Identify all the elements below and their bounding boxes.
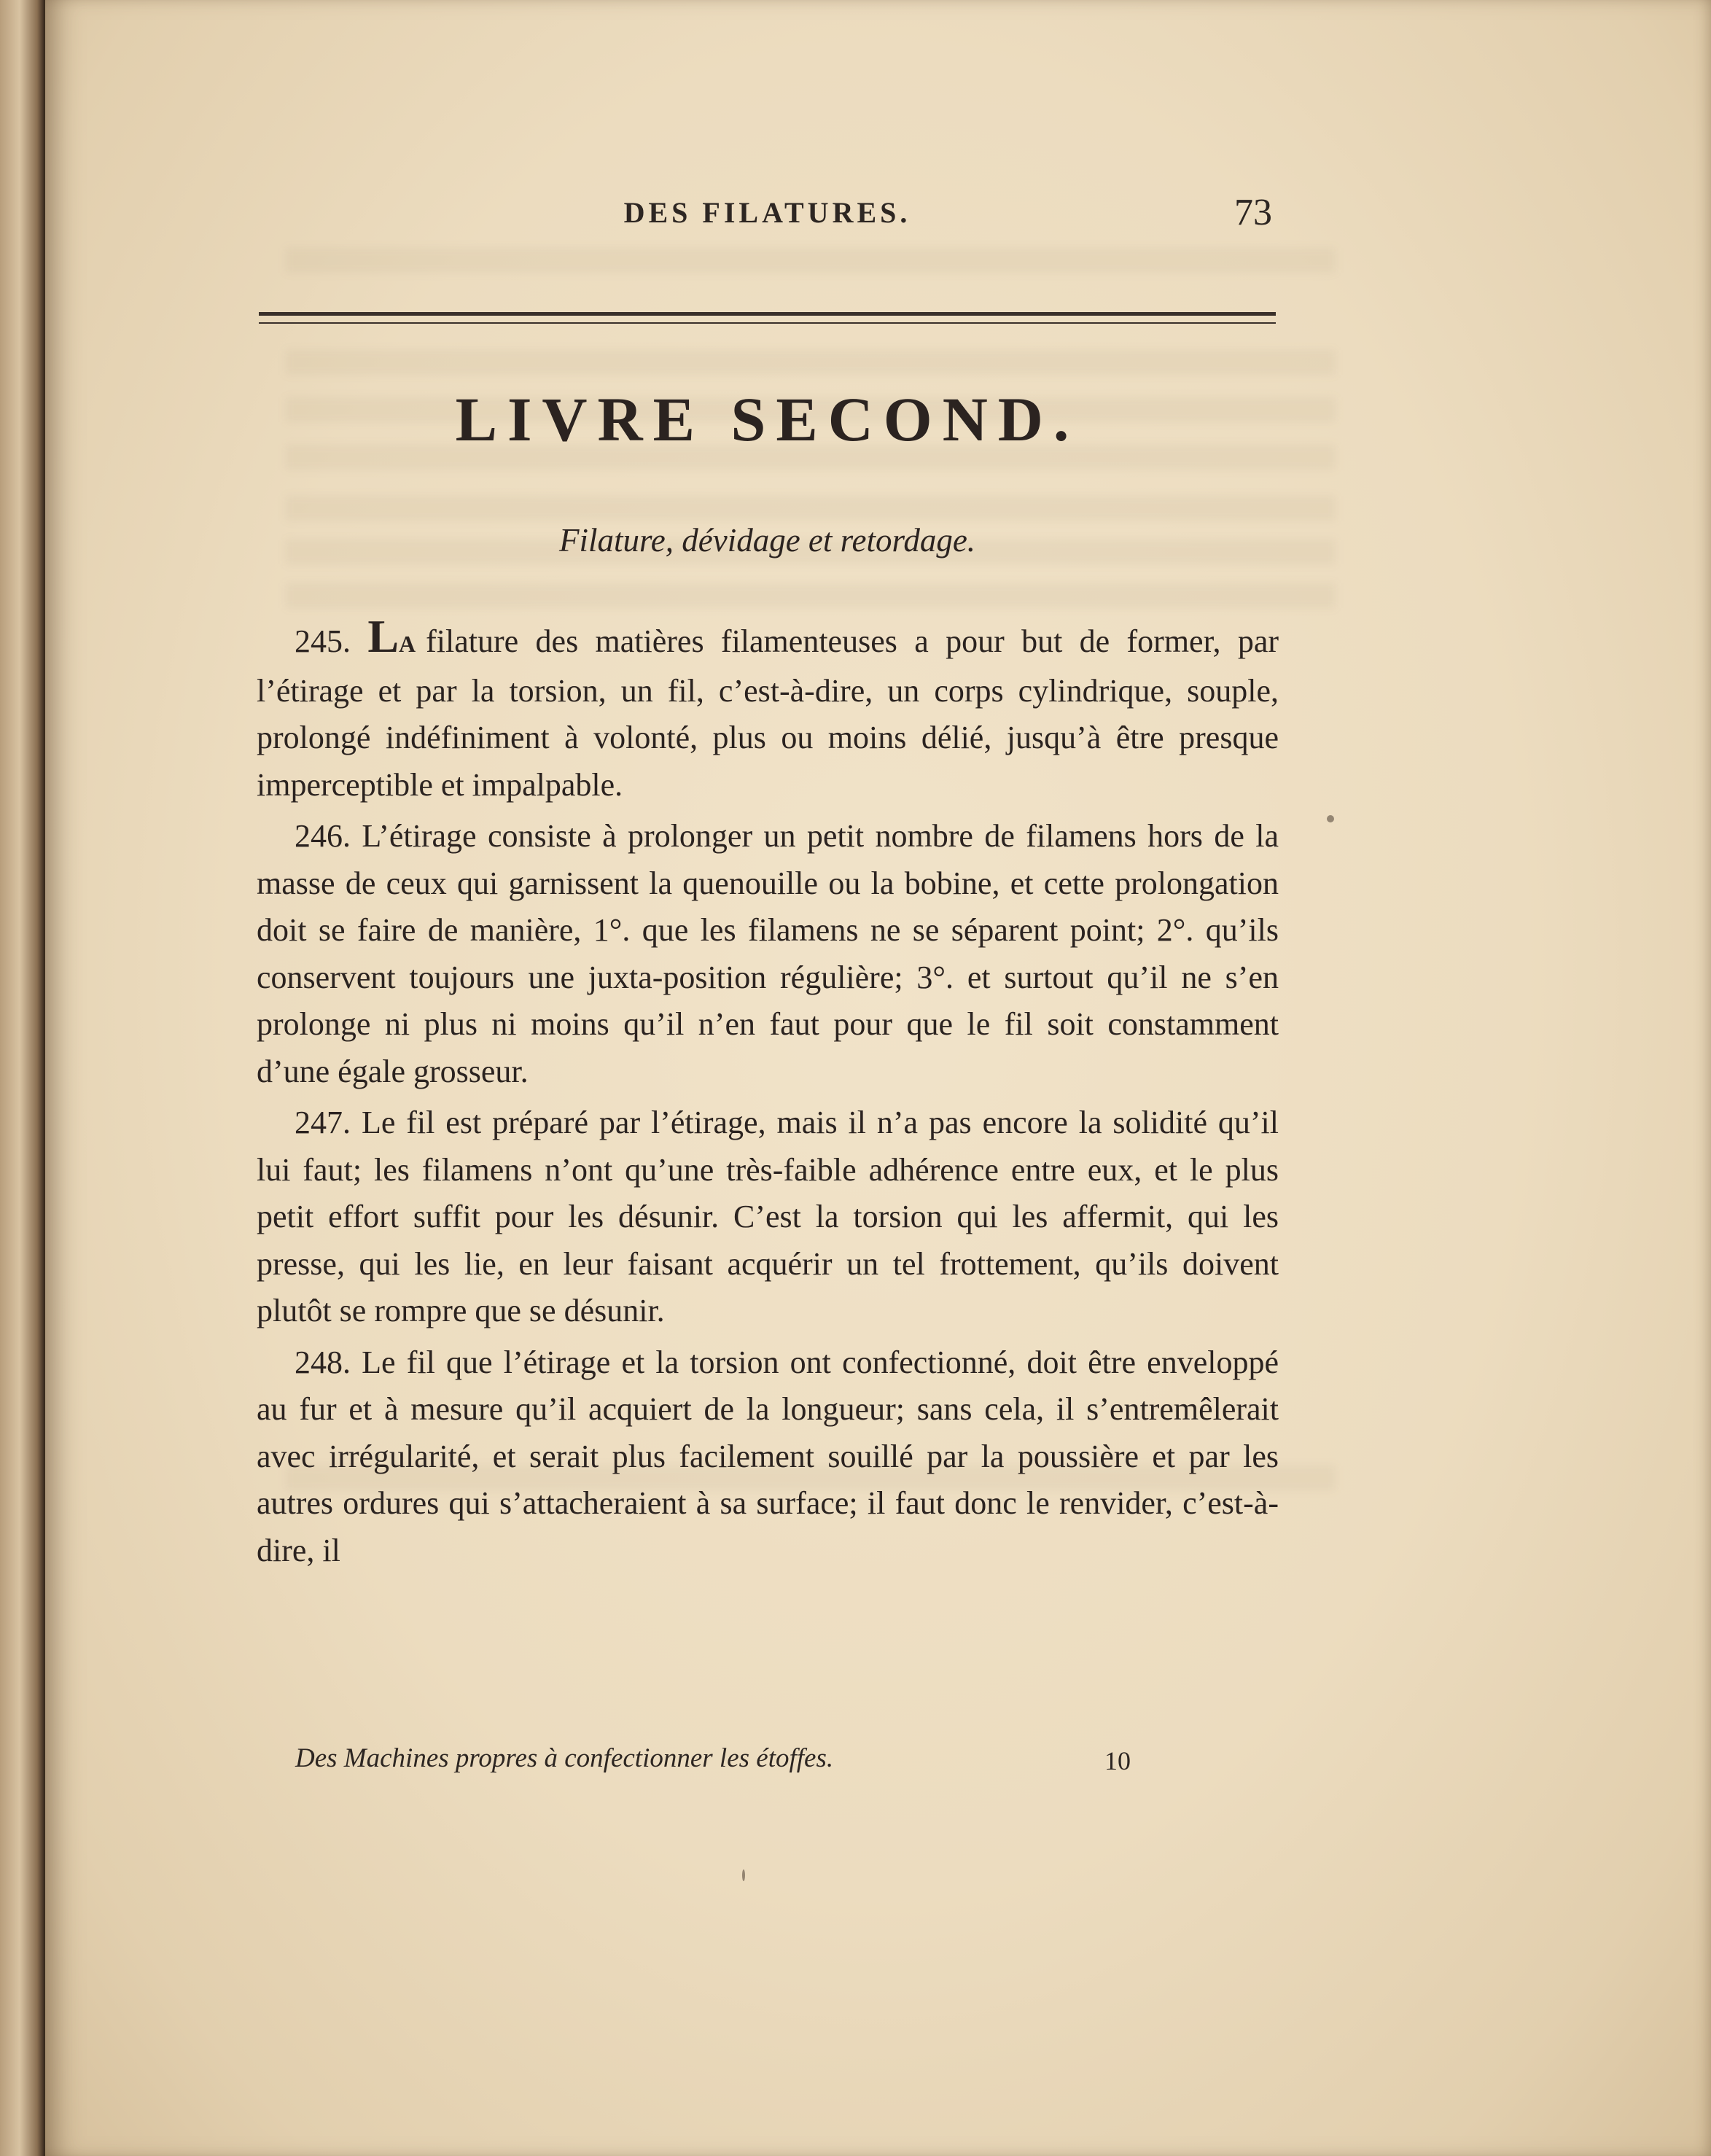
bleed-through-shadow: [286, 248, 1336, 273]
paragraph-247: [257, 1100, 1279, 1335]
paragraph-number: 248.: [295, 1344, 351, 1380]
bleed-through-shadow: [286, 583, 1336, 608]
header-rule-thick: [259, 312, 1276, 316]
paragraph-number: 246.: [295, 818, 351, 854]
running-title: DES FILATURES.: [623, 196, 911, 229]
paragraph-text: L’étirage consiste à prolonger un petit nombre de filamens hors de la masse de ceux qui garnissent la quenouille ou la bobine, et cette prolongation doit se faire de manière, 1°. que les filamens ne se séparent point; 2°. qu’ils conservent toujours une juxta-position régulière; 3°. et surtout qu’il ne s’en prolonge ni plus ni moins qu’il n’en faut pour que le fil soit constamment d’une égale grosseur.: [257, 818, 1279, 1089]
page-number: 73: [1234, 192, 1272, 233]
book-title: LIVRE SECOND.: [455, 384, 1080, 454]
paragraph-number: 247.: [295, 1105, 351, 1140]
adjacent-page-edge: [0, 0, 44, 2156]
bleed-through-shadow: [286, 496, 1336, 521]
paragraph-text: Le fil que l’étirage et la torsion ont confectionné, doit être enveloppé au fur et à mesure qu’il acquiert de la longueur; sans cela, il s’entremêlerait avec irrégularité, et serait plus facilement souillé par la poussière et par les autres ordures qui s’attacheraient à sa surface; il faut donc le renvider, c’est-à-dire, il: [257, 1344, 1279, 1568]
bleed-through-shadow: [286, 350, 1336, 375]
ink-speck: [1327, 815, 1334, 822]
paragraph-248: [257, 1339, 1279, 1575]
signature-line: [295, 1743, 1265, 1779]
paragraph-text: filature des matières filamenteuses a pour but de former, par l’étirage et par la torsion, un fil, c’est-à-dire, un corps cylindrique, souple, prolongé indéfiniment à volonté, plus ou moins délié, jusqu’à être presque imperceptible et impalpable.: [257, 623, 1279, 803]
signature-mark: 10: [1104, 1746, 1131, 1775]
signature-title: Des Machines propres à confectionner les étoffes.: [295, 1743, 834, 1773]
paragraph-245: [257, 610, 1279, 809]
header-rule-thin: [259, 322, 1276, 324]
chapter-subtitle: Filature, dévidage et retordage.: [558, 522, 976, 559]
body-text: [257, 610, 1279, 1579]
paragraph-number: 245.: [295, 623, 351, 659]
running-head: [255, 192, 1279, 246]
paragraph-246: [257, 813, 1279, 1095]
small-capital: A: [399, 631, 416, 657]
drop-capital: L: [367, 610, 400, 662]
ink-speck: [742, 1869, 745, 1881]
paragraph-text: Le fil est préparé par l’étirage, mais il n’a pas encore la solidité qu’il lui faut; les filamens n’ont qu’une très-faible adhérence entre eux, et le plus petit effort suffit pour les désunir. C’est la torsion qui les affermit, qui les presse, qui les lie, en leur faisant acquérir un tel frottement, qu’ils doivent plutôt se rompre que se désunir.: [257, 1105, 1279, 1328]
